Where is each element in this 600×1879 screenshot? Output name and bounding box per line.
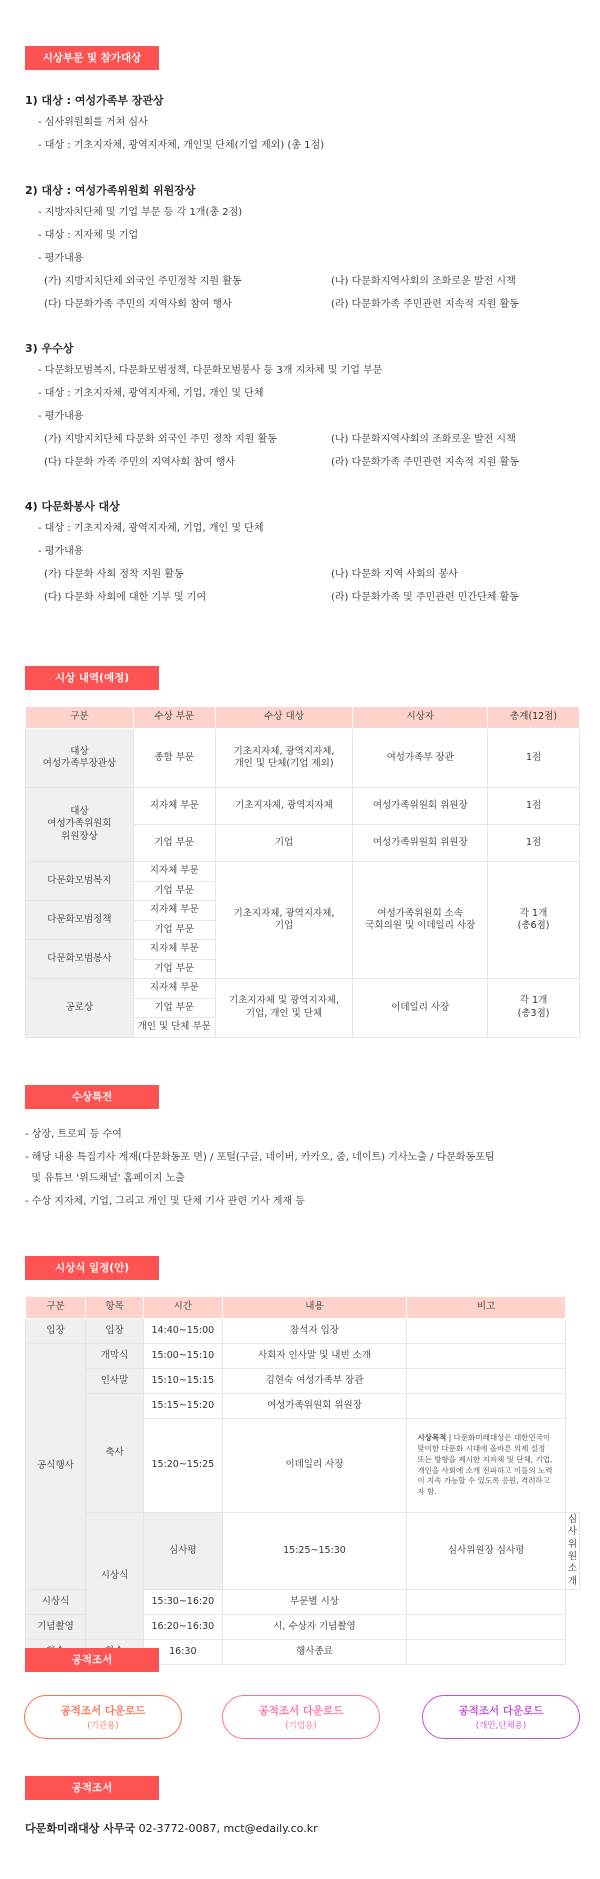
benefit-line: - 해당 내용 특집기사 게재(다문화동포 면) / 포털(구글, 네이버, 카카오, 줌, 네이트) 기사노출 / 다문화동포팀 (25, 1152, 495, 1163)
table-row (26, 1369, 580, 1394)
award-category-cell: 지자체 부문 (133, 940, 215, 960)
download-individual-button[interactable] (422, 1695, 580, 1739)
schedule-header-cell: 시간 (144, 1297, 223, 1319)
schedule-content-cell: 참석자 입장 (222, 1319, 407, 1344)
award-group-cell: 다문화모범정책 (26, 901, 134, 940)
table-row (26, 1344, 580, 1369)
category-2-line: - 대상 : 지자체 및 기업 (38, 230, 139, 241)
schedule-note-cell (407, 1590, 565, 1615)
award-target-cell: 기초지자체 및 광역지자체, 기업, 개인 및 단체 (215, 979, 353, 1038)
download-button-sub: (기관용) (87, 1720, 119, 1731)
award-purpose-title: 시상목적 (417, 1432, 447, 1442)
schedule-time-cell: 15:15~15:20 (144, 1394, 223, 1419)
table-row (26, 862, 580, 882)
benefit-line: - 수상 지자체, 기업, 그리고 개인 및 단체 기사 관련 기사 게재 등 (25, 1196, 305, 1207)
section-badge-benefits: 수상특전 (25, 1085, 159, 1109)
schedule-note-cell (407, 1344, 565, 1369)
awards-header-cell: 총계(12점) (488, 707, 580, 729)
category-1-title: 1) 대상 : 여성가족부 장관상 (25, 94, 164, 107)
award-count-cell: 1점 (488, 729, 580, 788)
schedule-content-cell: 김현숙 여성가족부 장관 (222, 1369, 407, 1394)
schedule-item-cell: 시상식 (26, 1590, 86, 1615)
schedule-content-cell: 행사종료 (222, 1640, 407, 1665)
category-3-criteria: (라) 다문화가족 주민관련 지속적 지원 활동 (331, 457, 519, 468)
schedule-note-cell (407, 1640, 565, 1665)
schedule-time-cell: 15:20~15:25 (144, 1419, 223, 1513)
schedule-time-cell: 15:30~16:20 (144, 1590, 223, 1615)
category-1-line: - 심사위원회를 거쳐 심사 (38, 117, 148, 128)
category-4-criteria: (가) 다문화 사회 정착 지원 활동 (44, 569, 184, 580)
schedule-time-cell: 16:30 (144, 1640, 223, 1665)
awards-header-cell: 수상 부문 (133, 707, 215, 729)
category-2-line: - 지방자치단체 및 기업 부문 등 각 1개(총 2점) (38, 207, 243, 218)
schedule-content-cell: 시, 수상자 기념촬영 (222, 1615, 407, 1640)
award-target-cell: 기초지자체, 광역지자체, 기업 (215, 862, 353, 979)
award-group-cell: 다문화모범복지 (26, 862, 134, 901)
download-button-label: 공적조서 다운로드 (258, 1705, 344, 1717)
schedule-time-cell: 15:25~15:30 (222, 1513, 407, 1590)
award-category-cell: 기업 부문 (133, 825, 215, 862)
download-button-label: 공적조서 다운로드 (60, 1705, 146, 1717)
schedule-note-cell: 심사위원 소개 (565, 1513, 579, 1590)
awards-table (25, 706, 580, 1038)
schedule-content-cell: 여성가족위원회 위원장 (222, 1394, 407, 1419)
award-presenter-cell: 여성가족부 장관 (353, 729, 488, 788)
award-category-cell: 기업 부문 (133, 959, 215, 979)
contact-info (25, 1822, 318, 1836)
award-category-cell: 개인 및 단체 부문 (133, 1018, 215, 1038)
table-row (26, 1394, 580, 1419)
schedule-item-cell: 심사평 (144, 1513, 223, 1590)
category-4-criteria: (다) 다문화 사회에 대한 기부 및 기여 (44, 592, 207, 603)
award-category-cell: 지자체 부문 (133, 788, 215, 825)
award-category-cell: 지자체 부문 (133, 979, 215, 999)
download-button-label: 공적조서 다운로드 (458, 1705, 544, 1717)
schedule-header-cell: 내용 (222, 1297, 407, 1319)
award-category-cell: 지자체 부문 (133, 862, 215, 882)
schedule-group-cell: 공식행사 (26, 1344, 86, 1590)
section-badge-contact: 공적조서 (25, 1776, 159, 1800)
schedule-time-cell: 16:20~16:30 (144, 1615, 223, 1640)
section-badge-awards: 시상 내역(예정) (25, 666, 159, 690)
benefit-line: 및 유튜브 '위드채널' 홈페이지 노출 (25, 1173, 185, 1184)
schedule-group-cell: 입장 (26, 1319, 86, 1344)
category-3-criteria: (다) 다문화 가족 주민의 지역사회 참여 행사 (44, 457, 236, 468)
category-2-criteria: (가) 지방지치단체 외국인 주민정착 지원 활동 (44, 276, 242, 287)
category-2-criteria: (나) 다문화지역사회의 조화로운 발전 시책 (331, 276, 516, 287)
category-4-criteria: (라) 다문화가족 및 주민관련 민간단체 활동 (331, 592, 519, 603)
table-row (26, 1319, 580, 1344)
category-2-line: - 평가내용 (38, 253, 84, 264)
awards-header-row (26, 707, 580, 729)
contact-details: 02-3772-0087, mct@edaily.co.kr (135, 1822, 318, 1835)
award-group-cell: 다문화모범봉사 (26, 940, 134, 979)
award-count-cell: 1점 (488, 825, 580, 862)
schedule-time-cell: 15:00~15:10 (144, 1344, 223, 1369)
award-count-cell: 1점 (488, 788, 580, 825)
awards-header-cell: 시상자 (353, 707, 488, 729)
award-count-cell: 각 1개 (총3점) (488, 979, 580, 1038)
award-purpose-note (407, 1419, 565, 1513)
download-button-sub: (기업용) (285, 1720, 317, 1731)
award-category-cell: 기업 부문 (133, 998, 215, 1018)
category-2-criteria: (라) 다문화가족 주민관련 지속적 지원 활동 (331, 299, 519, 310)
award-presenter-cell: 여성가족위원회 소속 국회의원 및 이데일리 사장 (353, 862, 488, 979)
table-row (26, 788, 580, 825)
table-row (26, 979, 580, 999)
awards-header-cell: 구분 (26, 707, 134, 729)
category-3-criteria: (나) 다문화지역사회의 조화로운 발전 시책 (331, 434, 516, 445)
award-purpose-text: | 다문화미래대상은 대한민국이 맞이한 다문화 시대에 올바른 의제 설정 또는 방향을 제시한 지자체 및 단체, 기업, 개인을 사회에 소개 전파하고 이들의 노력이 지속 가능할 수 있도록 응원, 격려하고자 함. (417, 1432, 553, 1497)
award-group-cell: 대상 여성가족부장관상 (26, 729, 134, 788)
download-button-sub: (개인,단체용) (475, 1720, 527, 1731)
category-3-criteria: (가) 지방지치단체 다문화 외국인 주민 정착 지원 활동 (44, 434, 277, 445)
schedule-time-cell: 14:40~15:00 (144, 1319, 223, 1344)
schedule-note-cell (407, 1319, 565, 1344)
download-agency-button[interactable] (24, 1695, 182, 1739)
schedule-group-cell: 시상식 (85, 1513, 143, 1640)
contact-org: 다문화미래대상 사무국 (25, 1822, 136, 1835)
award-group-cell: 대상 여성가족위원회 위원장상 (26, 788, 134, 862)
category-2-title: 2) 대상 : 여성가족위원회 위원장상 (25, 184, 196, 197)
schedule-content-cell: 부문별 시상 (222, 1590, 407, 1615)
award-group-cell: 공로상 (26, 979, 134, 1038)
category-3-title: 3) 우수상 (25, 342, 74, 355)
award-presenter-cell: 여성가족위원회 위원장 (353, 825, 488, 862)
schedule-header-cell: 비고 (407, 1297, 565, 1319)
schedule-content-cell: 심사위원장 심사평 (407, 1513, 565, 1590)
category-3-line: - 다문화모범복지, 다문화모범정책, 다문화모범봉사 등 3개 지차체 및 기업 부문 (38, 365, 383, 376)
schedule-item-cell: 기념촬영 (26, 1615, 86, 1640)
category-4-title: 4) 다문화봉사 대상 (25, 500, 120, 513)
download-company-button[interactable] (222, 1695, 380, 1739)
award-presenter-cell: 여성가족위원회 위원장 (353, 788, 488, 825)
schedule-item-cell: 개막식 (85, 1344, 143, 1369)
schedule-content-cell: 이데일리 사장 (222, 1419, 407, 1513)
schedule-note-cell (407, 1369, 565, 1394)
category-2-criteria: (다) 다문화가족 주민의 지역사회 참여 행사 (44, 299, 232, 310)
schedule-header-row (26, 1297, 580, 1319)
schedule-note-cell (407, 1615, 565, 1640)
table-row (26, 729, 580, 788)
category-1-line: - 대상 : 기초지자체, 광역지자체, 개인및 단체(기업 제외) (총 1점) (38, 140, 325, 151)
schedule-header-cell: 구분 (26, 1297, 86, 1319)
category-4-line: - 평가내용 (38, 546, 84, 557)
award-category-cell: 기업 부문 (133, 920, 215, 940)
section-badge-merit-report: 공적조서 (25, 1648, 159, 1672)
schedule-item-cell: 인사말 (85, 1369, 143, 1394)
section-badge-schedule: 시상식 일정(안) (25, 1256, 159, 1280)
schedule-time-cell: 15:10~15:15 (144, 1369, 223, 1394)
schedule-item-cell: 입장 (85, 1319, 143, 1344)
category-4-criteria: (나) 다문화 지역 사회의 봉사 (331, 569, 458, 580)
award-target-cell: 기초지자체, 광역지자체, 개인 및 단체(기업 제외) (215, 729, 353, 788)
award-category-cell: 종합 부문 (133, 729, 215, 788)
award-count-cell: 각 1개 (총6점) (488, 862, 580, 979)
schedule-note-cell (407, 1394, 565, 1419)
award-category-cell: 기업 부문 (133, 881, 215, 901)
category-4-line: - 대상 : 기초지자체, 광역지자체, 기업, 개인 및 단체 (38, 523, 264, 534)
category-3-line: - 평가내용 (38, 411, 84, 422)
category-3-line: - 대상 : 기초지자체, 광역지자체, 기업, 개인 및 단체 (38, 388, 264, 399)
section-badge-categories: 시상부문 및 참가대상 (25, 46, 159, 70)
benefit-line: - 상장, 트로피 등 수여 (25, 1129, 122, 1140)
awards-header-cell: 수상 대상 (215, 707, 353, 729)
award-target-cell: 기업 (215, 825, 353, 862)
table-row (26, 1513, 580, 1590)
schedule-header-cell: 항목 (85, 1297, 143, 1319)
award-category-cell: 지자체 부문 (133, 901, 215, 921)
award-presenter-cell: 이데일리 사장 (353, 979, 488, 1038)
schedule-content-cell: 사회자 인사말 및 내빈 소개 (222, 1344, 407, 1369)
schedule-table (25, 1296, 580, 1665)
schedule-item-cell: 축사 (85, 1394, 143, 1513)
award-target-cell: 기초지자체, 광역지자체 (215, 788, 353, 825)
